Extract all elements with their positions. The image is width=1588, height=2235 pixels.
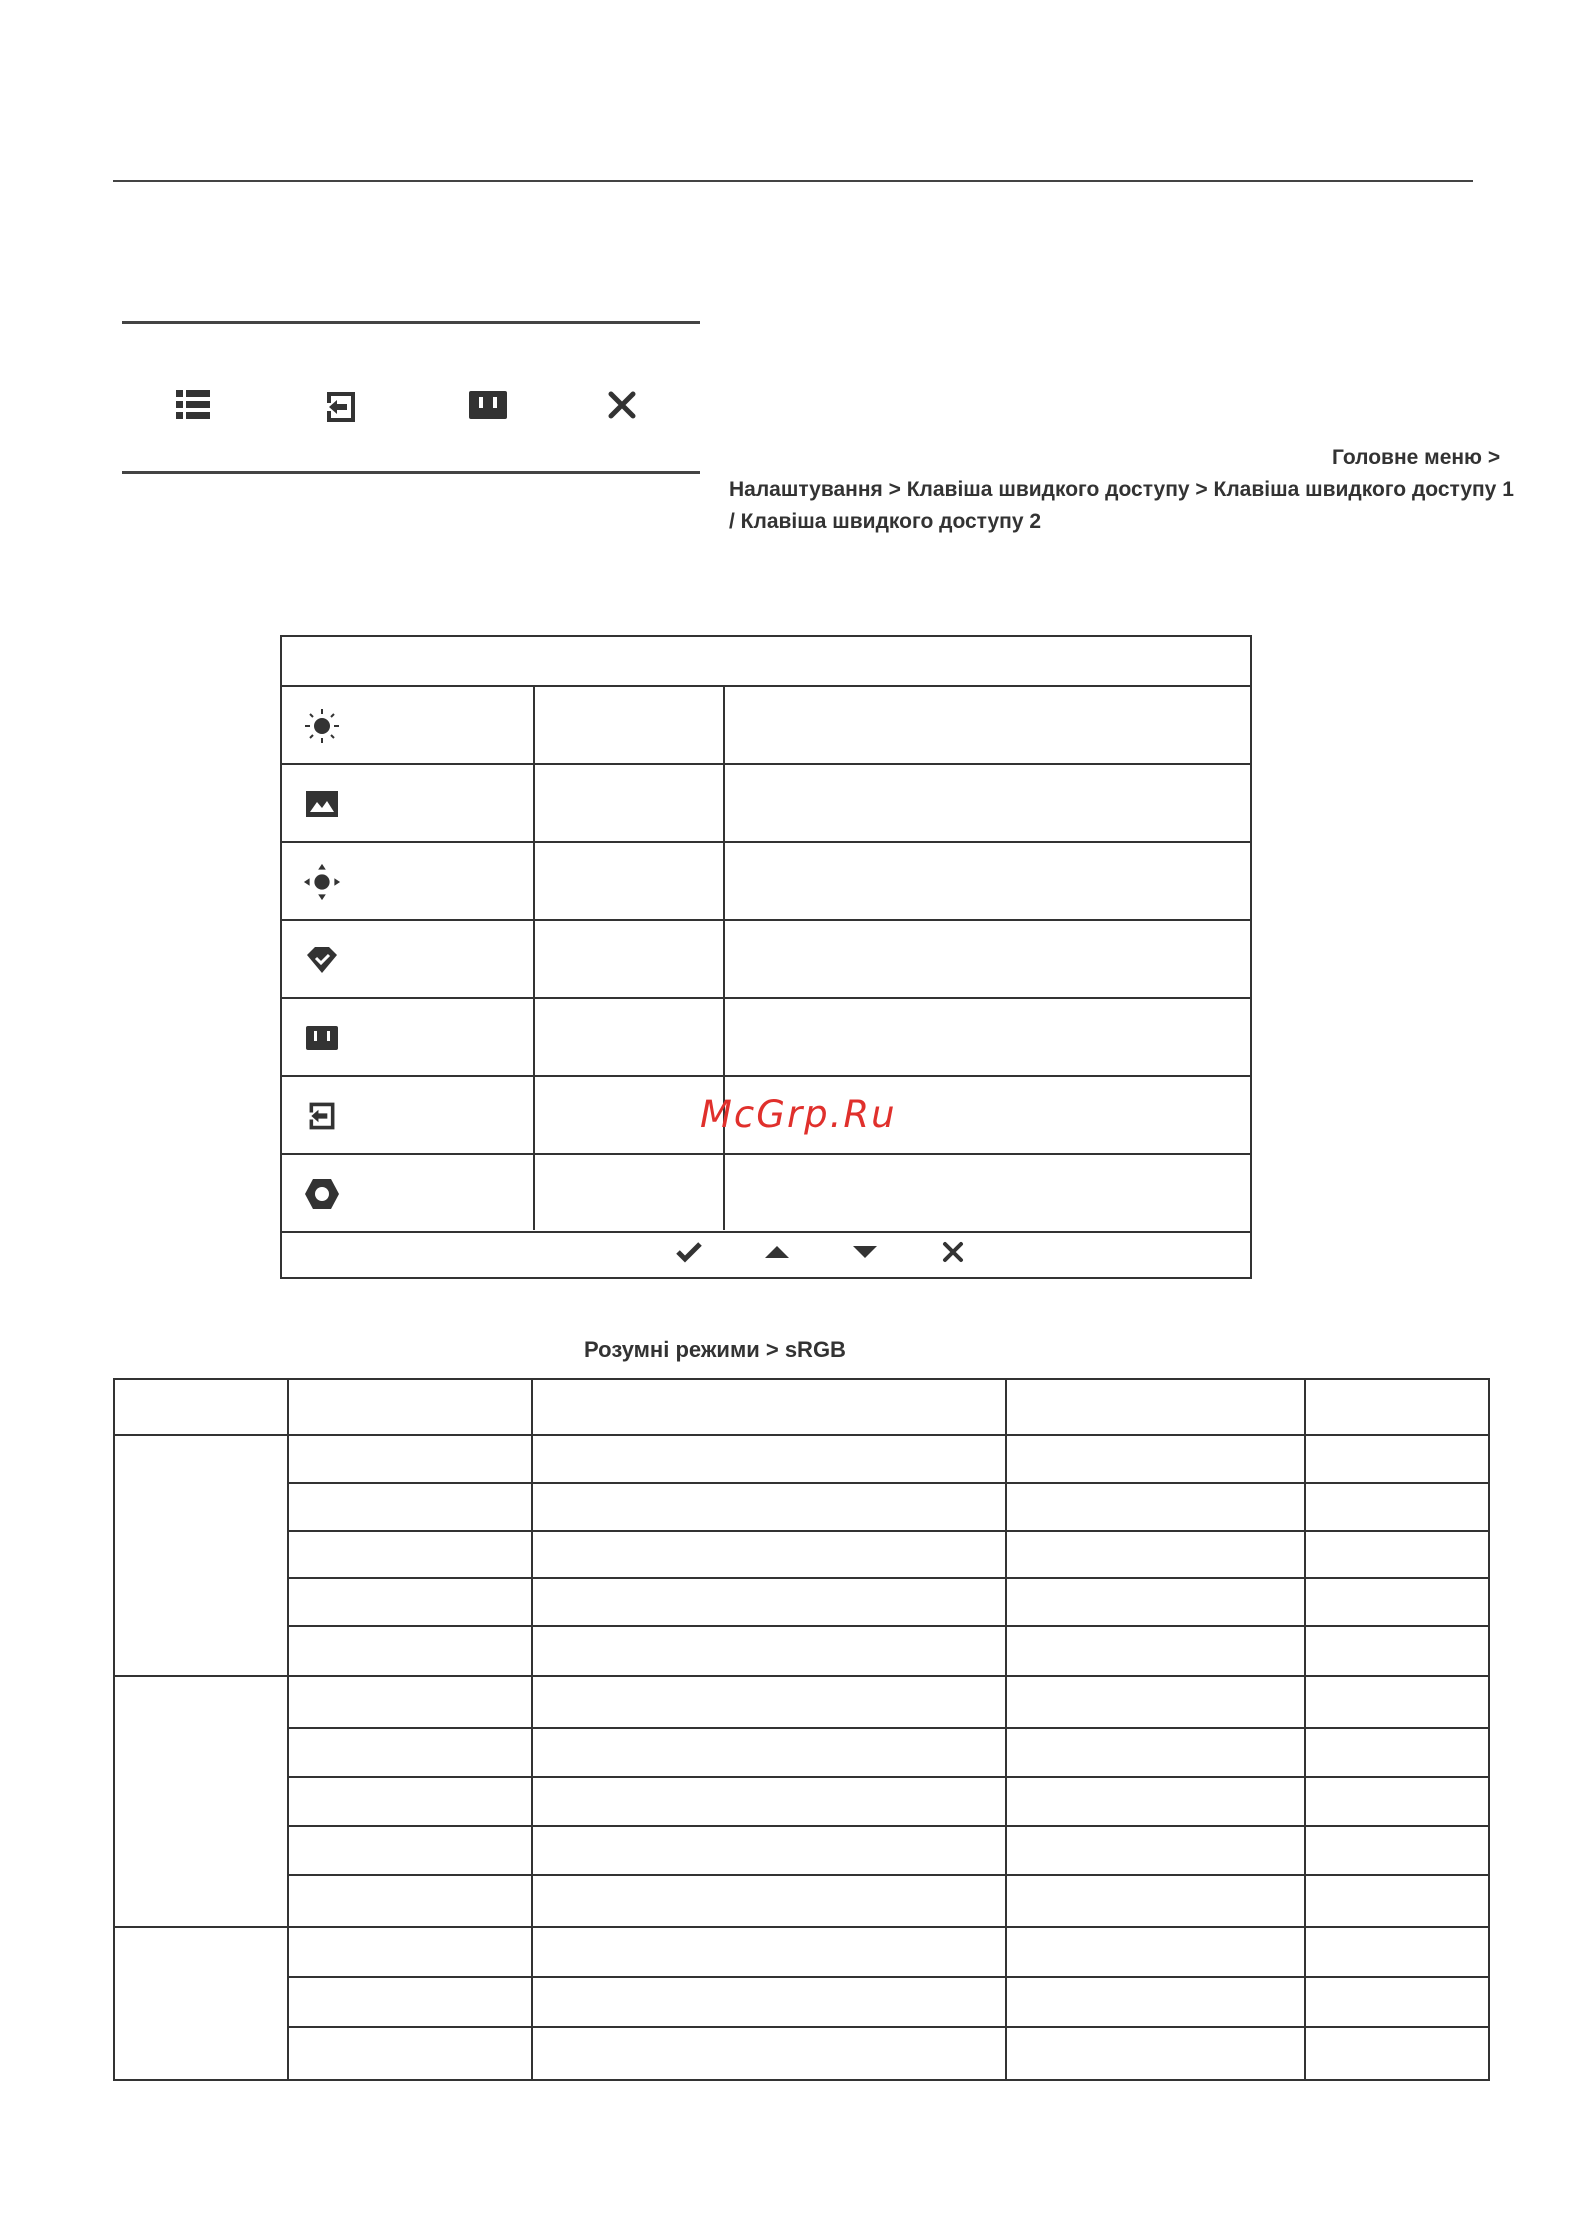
table-row-divider [287, 1825, 1488, 1827]
menu-row-brightness[interactable] [282, 687, 1250, 765]
breadcrumb-line-2: Налаштування > Клавіша швидкого доступу > Клавіша швидкого доступу 1 [729, 478, 1514, 501]
table-group-divider [115, 1675, 1488, 1677]
menu-control-bar [282, 1227, 1250, 1277]
settings-table [113, 1378, 1490, 2081]
table-group-divider [115, 1926, 1488, 1928]
watermark: McGrp.Ru [700, 1093, 897, 1136]
toolbar-bottom-rule [122, 471, 700, 474]
brightness-icon [302, 706, 342, 746]
arrow-up-icon[interactable] [762, 1237, 792, 1267]
menu-list-icon[interactable] [173, 385, 213, 425]
menu-title-bar [282, 637, 1250, 687]
menu-row-image[interactable] [282, 765, 1250, 843]
breadcrumb-line-3: / Клавіша швидкого доступу 2 [729, 510, 1042, 533]
page-top-rule [113, 180, 1473, 182]
input-source-icon [302, 1096, 342, 1136]
image-icon [302, 784, 342, 824]
table-row-divider [287, 1625, 1488, 1627]
table-col-divider [531, 1380, 533, 2079]
table-row-divider [287, 1976, 1488, 1978]
table-row-divider [287, 1577, 1488, 1579]
menu-row-shortcut-key[interactable] [282, 999, 1250, 1077]
table-col-divider [1005, 1380, 1007, 2079]
exit-icon[interactable] [321, 387, 361, 427]
menu-row-settings[interactable] [282, 1155, 1250, 1233]
arrow-down-icon[interactable] [850, 1237, 880, 1267]
close-icon[interactable] [602, 385, 642, 425]
menu-column-divider-1 [533, 687, 535, 1230]
table-row-divider [287, 2026, 1488, 2028]
table-col-divider [287, 1380, 289, 2079]
position-icon [302, 862, 342, 902]
close-icon[interactable] [938, 1237, 968, 1267]
table-col-divider [1304, 1380, 1306, 2079]
table-caption: Розумні режими > sRGB [584, 1337, 846, 1362]
breadcrumb-line-1: Головне меню > [1332, 446, 1501, 469]
shortcut-icon[interactable] [468, 385, 508, 425]
smart-mode-icon [302, 940, 342, 980]
confirm-check-icon[interactable] [674, 1237, 704, 1267]
table-row-divider [287, 1727, 1488, 1729]
settings-hexagon-icon [302, 1174, 342, 1214]
menu-row-position[interactable] [282, 843, 1250, 921]
table-row-divider [287, 1874, 1488, 1876]
menu-row-smart-mode[interactable] [282, 921, 1250, 999]
shortcut-menu [280, 635, 1252, 1279]
table-row-divider [287, 1482, 1488, 1484]
table-row-divider [287, 1530, 1488, 1532]
shortcut-key-icon [302, 1018, 342, 1058]
menu-column-divider-2 [723, 687, 725, 1230]
table-row-divider [287, 1776, 1488, 1778]
table-row-divider [115, 1434, 1488, 1436]
toolbar-top-rule [122, 321, 700, 324]
